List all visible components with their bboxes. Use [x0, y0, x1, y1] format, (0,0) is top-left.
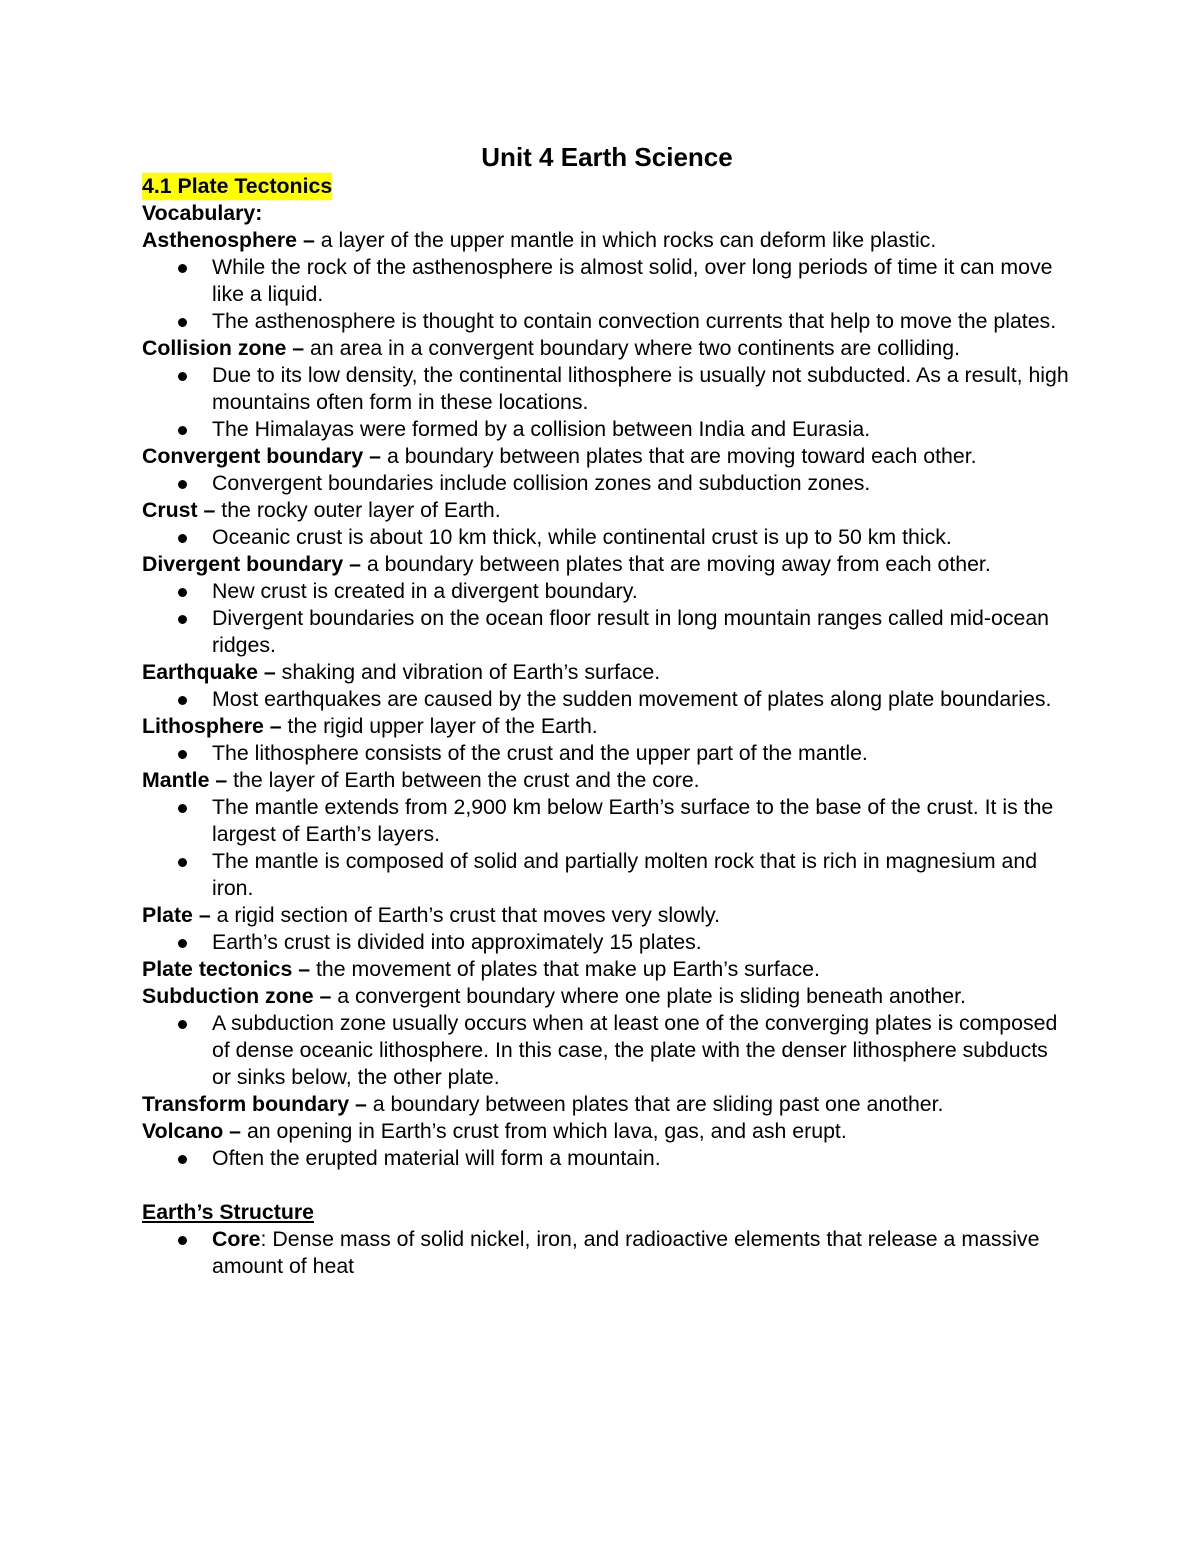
bullet-icon — [178, 696, 187, 705]
bullet-text: Convergent boundaries include collision zones and subduction zones. — [212, 471, 871, 495]
vocab-bullet-list — [142, 470, 1072, 497]
list-item — [212, 1226, 1072, 1280]
bullet-icon — [178, 426, 187, 435]
vocab-definition: a boundary between plates that are moving toward each other. — [381, 444, 977, 468]
vocab-entry — [142, 497, 1072, 524]
bullet-icon — [178, 372, 187, 381]
list-item — [212, 1010, 1072, 1091]
vocab-term: Subduction zone – — [142, 984, 332, 1008]
bullet-text: Most earthquakes are caused by the sudden movement of plates along plate boundaries. — [212, 687, 1052, 711]
bullet-text: The lithosphere consists of the crust and the upper part of the mantle. — [212, 741, 868, 765]
vocab-term: Lithosphere – — [142, 714, 282, 738]
vocab-definition: the movement of plates that make up Earth’s surface. — [310, 957, 820, 981]
document-title: Unit 4 Earth Science — [481, 142, 733, 172]
list-item — [212, 848, 1072, 902]
bullet-icon — [178, 264, 187, 273]
section-heading-text: 4.1 Plate Tectonics — [142, 174, 333, 198]
vocab-definition: an opening in Earth’s crust from which lava, gas, and ash erupt. — [241, 1119, 847, 1143]
bullet-text: Often the erupted material will form a mountain. — [212, 1146, 661, 1170]
bullet-text: The mantle extends from 2,900 km below Earth’s surface to the base of the crust. It is the largest of Earth’s layers. — [212, 795, 1054, 846]
bullet-icon — [178, 1236, 187, 1245]
vocab-entry — [142, 767, 1072, 794]
vocab-definition: a rigid section of Earth’s crust that moves very slowly. — [210, 903, 721, 927]
vocab-entry — [142, 1091, 1072, 1118]
bullet-icon — [178, 480, 187, 489]
vocab-entry — [142, 335, 1072, 362]
vocab-term: Convergent boundary – — [142, 444, 382, 468]
bullet-icon — [178, 615, 187, 624]
vocab-bullet-list — [142, 254, 1072, 335]
vocab-term: Volcano – — [142, 1119, 242, 1143]
vocab-definition: a boundary between plates that are moving away from each other. — [360, 552, 991, 576]
structure-text: : Dense mass of solid nickel, iron, and radioactive elements that release a massive amount of heat — [212, 1227, 1040, 1278]
bullet-text: The asthenosphere is thought to contain convection currents that help to move the plates. — [212, 309, 1057, 333]
bullet-icon — [178, 588, 187, 597]
vocab-definition: the layer of Earth between the crust and the core. — [227, 768, 700, 792]
list-item — [212, 524, 1072, 551]
vocab-bullet-list — [142, 740, 1072, 767]
list-item — [212, 254, 1072, 308]
list-item — [212, 686, 1072, 713]
vocab-definition: shaking and vibration of Earth’s surface. — [275, 660, 661, 684]
vocab-term: Asthenosphere – — [142, 228, 315, 252]
list-item — [212, 416, 1072, 443]
list-item — [212, 362, 1072, 416]
bullet-icon — [178, 804, 187, 813]
section-heading-plate-tectonics — [142, 173, 1072, 200]
vocab-term: Crust – — [142, 498, 216, 522]
vocab-term: Plate – — [142, 903, 211, 927]
vocab-term: Mantle – — [142, 768, 228, 792]
vocab-entry — [142, 659, 1072, 686]
bullet-text: Earth’s crust is divided into approximately 15 plates. — [212, 930, 702, 954]
vocab-entry — [142, 713, 1072, 740]
vocab-term: Earthquake – — [142, 660, 276, 684]
bullet-icon — [178, 318, 187, 327]
vocab-definition: a convergent boundary where one plate is sliding beneath another. — [331, 984, 966, 1008]
list-item — [212, 308, 1072, 335]
list-item — [212, 605, 1072, 659]
vocab-bullet-list — [142, 362, 1072, 443]
bullet-icon — [178, 534, 187, 543]
list-item — [212, 470, 1072, 497]
vocab-bullet-list — [142, 1010, 1072, 1091]
list-item — [212, 578, 1072, 605]
vocab-term: Transform boundary – — [142, 1092, 367, 1116]
bullet-text: Divergent boundaries on the ocean floor result in long mountain ranges called mid-ocean ridges. — [212, 606, 1050, 657]
vocab-term: Plate tectonics – — [142, 957, 311, 981]
vocab-term: Divergent boundary – — [142, 552, 361, 576]
vocab-bullet-list — [142, 1145, 1072, 1172]
bullet-text: While the rock of the asthenosphere is almost solid, over long periods of time it can move like a liquid. — [212, 255, 1053, 306]
vocab-entry — [142, 227, 1072, 254]
bullet-icon — [178, 750, 187, 759]
vocab-bullet-list — [142, 524, 1072, 551]
vocab-term: Collision zone – — [142, 336, 305, 360]
list-item — [212, 1145, 1072, 1172]
bullet-icon — [178, 858, 187, 867]
bullet-icon — [178, 1155, 187, 1164]
bullet-text: The mantle is composed of solid and partially molten rock that is rich in magnesium and iron. — [212, 849, 1038, 900]
vocab-entry — [142, 1118, 1072, 1145]
bullet-text: The Himalayas were formed by a collision between India and Eurasia. — [212, 417, 871, 441]
vocab-entry — [142, 956, 1072, 983]
vocab-definition: the rocky outer layer of Earth. — [215, 498, 501, 522]
vocab-entry — [142, 551, 1072, 578]
structure-term: Core — [212, 1227, 261, 1251]
vocab-bullet-list — [142, 929, 1072, 956]
vocab-definition: a boundary between plates that are sliding past one another. — [366, 1092, 944, 1116]
vocab-definition: a layer of the upper mantle in which rocks can deform like plastic. — [314, 228, 937, 252]
vocab-definition: an area in a convergent boundary where two continents are colliding. — [304, 336, 960, 360]
vocab-bullet-list — [142, 794, 1072, 902]
document-page — [142, 140, 1072, 1280]
vocabulary-list — [142, 227, 1072, 1172]
vocab-entry — [142, 983, 1072, 1010]
vocab-definition: the rigid upper layer of the Earth. — [281, 714, 598, 738]
bullet-text: Oceanic crust is about 10 km thick, while continental crust is up to 50 km thick. — [212, 525, 952, 549]
list-item — [212, 740, 1072, 767]
bullet-text: New crust is created in a divergent boundary. — [212, 579, 638, 603]
spacer — [142, 1172, 1072, 1199]
section-heading-earths-structure — [142, 1199, 1072, 1226]
vocabulary-label: Vocabulary: — [142, 201, 263, 225]
bullet-icon — [178, 939, 187, 948]
vocab-entry — [142, 443, 1072, 470]
earths-structure-list — [142, 1226, 1072, 1280]
bullet-text: A subduction zone usually occurs when at least one of the converging plates is composed of dense oceanic lithosphere. In this case, the plate with the denser lithosphere subducts or sinks below, the other plate. — [212, 1011, 1058, 1089]
vocab-bullet-list — [142, 686, 1072, 713]
vocab-entry — [142, 902, 1072, 929]
vocab-bullet-list — [142, 578, 1072, 659]
section-heading-text: Earth’s Structure — [142, 1200, 314, 1224]
list-item — [212, 794, 1072, 848]
list-item — [212, 929, 1072, 956]
bullet-text: Due to its low density, the continental lithosphere is usually not subducted. As a result, high mountains often form in these locations. — [212, 363, 1069, 414]
bullet-icon — [178, 1020, 187, 1029]
